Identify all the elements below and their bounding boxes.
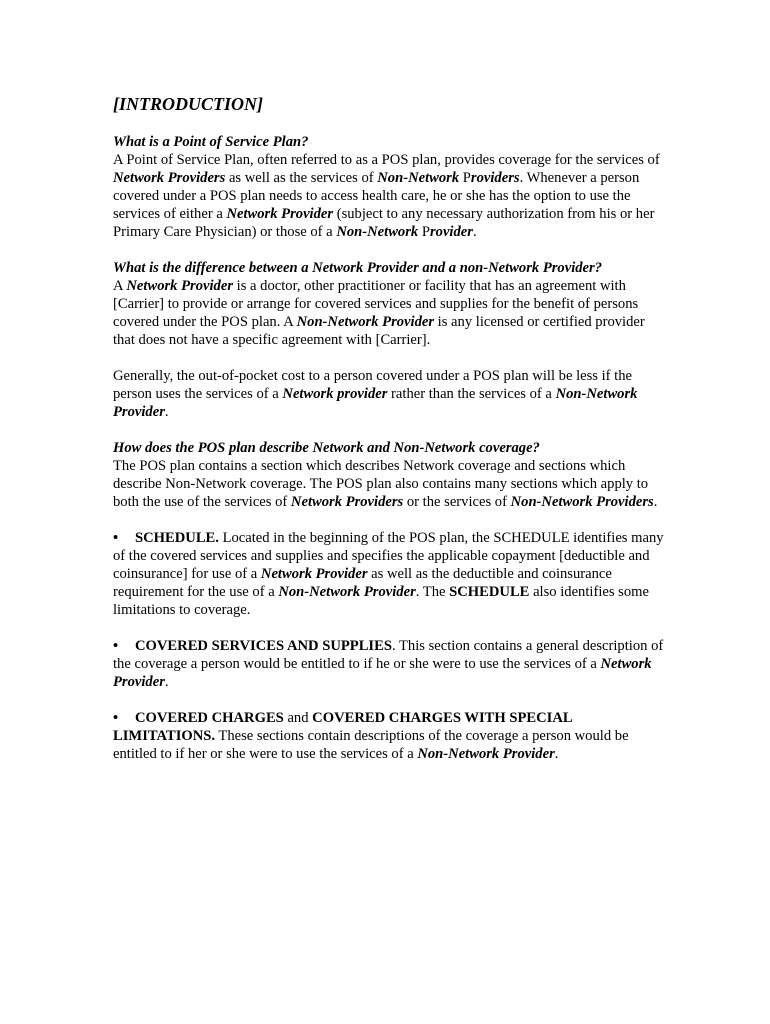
paragraph-pos-definition: A Point of Service Plan, often referred to as a POS plan, provides coverage for the services of Network Providers as well as the services of Non-Network Providers. Whenever a person covered under a POS plan needs to access health care, he or she has the option to use the services of either a Network Provider (subject to any necessary authorization from his or her Primary Care Physician) or those of a Non-Network Provider. xyxy=(113,152,660,240)
bullet-icon: • xyxy=(113,530,119,546)
page-title: [INTRODUCTION] xyxy=(113,94,263,114)
bullet-item-schedule: • SCHEDULE. Located in the beginning of the POS plan, the SCHEDULE identifies many of the covered services and supplies and specifies the applicable copayment [deductible and coinsurance] for use of a Network Provider as well as the deductible and coinsurance requirement for the use of a Non-Network Provider. The SCHEDULE also identifies some limitations to coverage. xyxy=(113,530,664,618)
question-provider-difference: What is the difference between a Network Provider and a non-Network Provider? xyxy=(113,260,603,276)
paragraph-provider-difference: A Network Provider is a doctor, other practitioner or facility that has an agreement with [Carrier] to provide or arrange for covered services and supplies for the benefit of persons covered under the POS plan. A Non-Network Provider is any licensed or certified provider that does not have a specific agreement with [Carrier]. xyxy=(113,278,645,348)
paragraph-out-of-pocket: Generally, the out-of-pocket cost to a person covered under a POS plan will be less if the person uses the services of a Network provider rather than the services of a Non-Network Provider. xyxy=(113,368,638,420)
paragraph-coverage-description: The POS plan contains a section which describes Network coverage and sections which describe Non-Network coverage. The POS plan also contains many sections which apply to both the use of the services of Network Providers or the services of Non-Network Providers. xyxy=(113,458,658,510)
bullet-item-covered-services: • COVERED SERVICES AND SUPPLIES. This section contains a general description of the coverage a person would be entitled to if he or she were to use the services of a Network Provider. xyxy=(113,638,664,690)
bullet-icon: • xyxy=(113,638,119,654)
question-coverage-description: How does the POS plan describe Network and Non-Network coverage? xyxy=(113,440,540,456)
question-point-of-service: What is a Point of Service Plan? xyxy=(113,134,309,150)
bullet-icon: • xyxy=(113,710,119,726)
bullet-item-covered-charges: • COVERED CHARGES and COVERED CHARGES WITH SPECIAL LIMITATIONS. These sections contain descriptions of the coverage a person would be entitled to if her or she were to use the services of a Non-Network Provider. xyxy=(113,710,629,762)
document-body xyxy=(113,93,665,781)
